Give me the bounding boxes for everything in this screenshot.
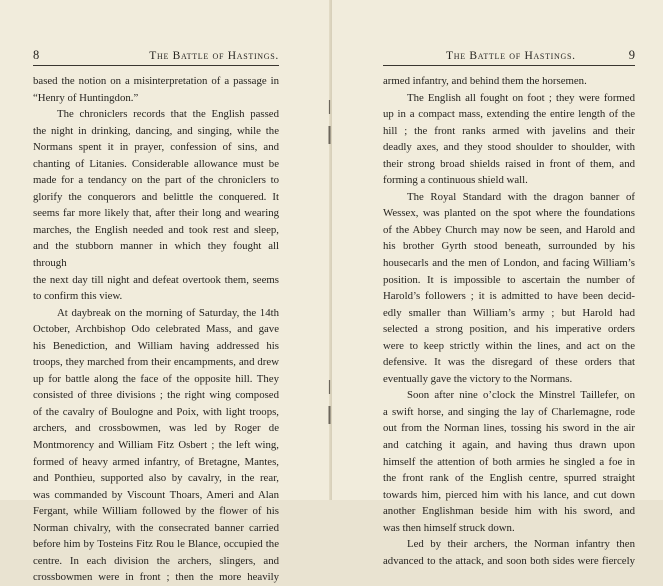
text-line: forming a continuous shield wall. <box>383 174 528 187</box>
header-rule-right <box>383 65 635 66</box>
text-line: glorify the conquerors and belittle the conquered. It <box>33 190 279 203</box>
text-line: crossbowmen were in front ; then the more heavily <box>33 571 279 584</box>
text-line: eventually gave the victory to the Normans. <box>383 372 573 385</box>
text-line: formed of heavy armed infantry, of Bretagne, Mantes, <box>33 455 279 468</box>
text-line: himself the attention of both armies he singled a foe in <box>383 455 635 468</box>
text-line: their strong broad shields raised in front of them, and <box>383 157 635 170</box>
paragraph <box>383 387 635 536</box>
left-page <box>0 0 331 584</box>
paragraph <box>33 305 279 586</box>
text-line: towards him, pierced him with his lance, and cut down <box>383 488 635 501</box>
text-line: and Ponthieu, supported also by cavalry, in the rear, <box>33 472 279 485</box>
right-page <box>332 0 663 567</box>
paragraph <box>383 536 635 569</box>
text-line: advanced to the attack, and soon both sides were fiercely <box>383 554 635 567</box>
text-line: The chroniclers records that the English passed <box>57 108 279 121</box>
paragraph <box>33 73 279 106</box>
text-line: edly smaller than William’s army ; but Harold had <box>383 306 635 319</box>
text-line: “Henry of Huntingdon.” <box>33 91 139 104</box>
text-line: out from the Norman lines, tossing his sword in the air <box>383 422 635 435</box>
text-line: October, Archbishop Odo celebrated Mass, and gave <box>33 323 279 336</box>
running-head-right: The Battle of Hastings. <box>446 50 576 62</box>
text-line: deadly axes, and they stood shoulder to shoulder, with <box>383 141 635 154</box>
text-line: seems far more likely that, after their long and wearing <box>33 207 279 220</box>
text-line: and the stubborn manner in which they fought all through <box>33 240 279 270</box>
text-line: housecarls and the men of London, and facing William’s <box>383 257 635 270</box>
right-page-body <box>383 73 635 569</box>
text-line: archers, and crossbowmen, was led by Roger de <box>33 422 279 435</box>
text-line: At daybreak on the morning of Saturday, the 14th <box>57 306 279 319</box>
text-line: consisted of three divisions ; the right wing composed <box>33 389 279 402</box>
text-line: Norman chivalry, with the consecrated banner carried <box>33 521 279 534</box>
text-line: and catching it again, and having thus drawn upon <box>383 439 635 452</box>
text-line: Harold’s followers ; it is admitted to have been decid- <box>383 290 635 303</box>
text-line: to confirm this view. <box>33 290 123 303</box>
page-number-right: 9 <box>628 48 635 62</box>
text-line: his Benediction, and William having addressed his <box>33 339 279 352</box>
running-head-left: The Battle of Hastings. <box>149 50 279 62</box>
text-line: chanting of Litanies. Considerable allowance must be <box>33 157 279 170</box>
text-line: another Englishman beside him with his sword, and <box>383 505 635 518</box>
text-line: The Royal Standard with the dragon banner of <box>407 190 635 203</box>
text-line: up in a compact mass, extending the entire length of the <box>383 108 635 121</box>
text-line: troops, they marched from their encampments, and drew <box>33 356 279 369</box>
paragraph <box>383 90 635 189</box>
right-page-header <box>446 48 635 63</box>
text-line: was then himself struck down. <box>383 521 515 534</box>
text-line: hill ; the front ranks armed with javelins and their <box>383 124 635 137</box>
text-line: armed infantry, and behind them the horsemen. <box>383 75 587 87</box>
text-line: position. It is impossible to ascertain the number of <box>383 273 635 286</box>
text-line: Wessex, was planted on the spot where the foundations <box>383 207 635 220</box>
page-number-left: 8 <box>33 48 40 62</box>
text-line: a swift horse, and singing the lay of Charlemagne, rode <box>383 405 635 418</box>
text-line: Normans spent it in prayer, confession of sins, and <box>33 141 279 154</box>
text-line: Soon after nine o’clock the Minstrel Taillefer, on <box>407 389 635 402</box>
header-rule-left <box>33 65 279 66</box>
text-line: made for a tendancy on the part of the chroniclers to <box>33 174 279 187</box>
text-line: the night in drinking, dancing, and singing, while the <box>33 124 279 137</box>
left-page-header <box>33 48 279 63</box>
text-line: Led by their archers, the Norman infantry then <box>407 538 635 551</box>
text-line: defensive. It was the disregard of these orders that <box>383 356 635 369</box>
text-line: selected a strong position, and his imperative orders <box>383 323 635 336</box>
text-line: based the notion on a misinterpretation of a passage in <box>33 75 279 87</box>
text-line: Fergant, while William followed by the flower of his <box>33 505 279 518</box>
text-line: of the Abbey Church may now be seen, and Harold and <box>383 223 635 236</box>
text-line: were to keep strictly within the lines, and act on the <box>383 339 635 352</box>
text-line: before him by Tosteins Fitz Rou le Blance, occupied the <box>33 538 279 551</box>
paragraph <box>33 106 279 305</box>
text-line: The English all fought on foot ; they were formed <box>407 91 635 104</box>
text-line: the front rank of the English centre, spurred straight <box>383 472 635 485</box>
text-line: centre. In each division the archers, slingers, and <box>33 554 279 567</box>
left-page-body <box>33 73 279 586</box>
text-line: was commanded by Viscount Thoars, Ameri and Alan <box>33 488 279 501</box>
text-line: of the cavalry of Boulogne and Poix, with light troops, <box>33 405 279 418</box>
text-line: up for battle along the face of the opposite hill. They <box>33 372 279 385</box>
text-line: Montmorency and William Fitz Osbert ; the left wing, <box>33 439 279 452</box>
text-line: the next day till night and defeat overtook them, seems <box>33 273 279 286</box>
paragraph <box>383 73 635 90</box>
paragraph <box>383 189 635 388</box>
text-line: marches, the English needed and took rest and sleep, <box>33 223 279 236</box>
text-line: his brother Gyrth stood beneath, surrounded by his <box>383 240 635 253</box>
